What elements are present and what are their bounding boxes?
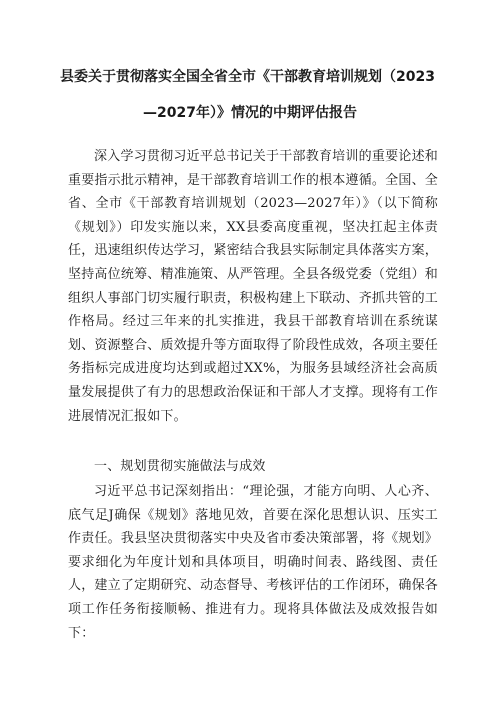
document-title-line-1: 县委关于贯彻落实全国全省全市《干部教育培训规划（2023 <box>60 69 435 85</box>
section-heading-1: 一、规划贯彻实施做法与成效 <box>94 459 266 474</box>
intro-paragraph-block <box>68 145 438 428</box>
section-heading-block <box>68 455 438 479</box>
intro-paragraph: 深入学习贯彻习近平总书记关于干部教育培训的重要论述和重要指示批示精神，是干部教育培训工作的根本遵循。全国、全省、全市《干部教育培训规划（2023—2027年）》（以下简称《规划》）印发实施以来，XX县委高度重视，坚决扛起主体责任，迅速组织传达学习，紧密结合我县实际制定具体落实方案，坚持高位统筹、精准施策、从严管理。全县各级党委（党组）和组织人事部门切实履行职责，积极构建上下联动、齐抓共管的工作格局。经过三年来的扎实推进，我县干部教育培训在系统谋划、资源整合、质效提升等方面取得了阶段性成效，各项主要任务指标完成进度均达到或超过XX%，为服务县域经济社会高质量发展提供了有力的思想政治保证和干部人才支撑。现将有工作进展情况汇报如下。 <box>68 149 438 424</box>
section-1-paragraph: 习近平总书记深刻指出：“理论强，才能方向明、人心齐、底气足J确保《规划》落地见效，首要在深化思想认识、压实工作责任。我县坚决贯彻落实中央及省市委决策部署，将《规划》要求细化为年度计划和具体项目，明确时间表、路线图、责任人，建立了定期研究、动态督导、考核评估的工作闭环，确保各项工作任务衔接顺畅、推进有力。现将具体做法及成效报告如下： <box>68 484 438 641</box>
document-title-line-2: —2027年）》情况的中期评估报告 <box>143 105 357 121</box>
section-1-paragraph-block <box>68 480 438 645</box>
